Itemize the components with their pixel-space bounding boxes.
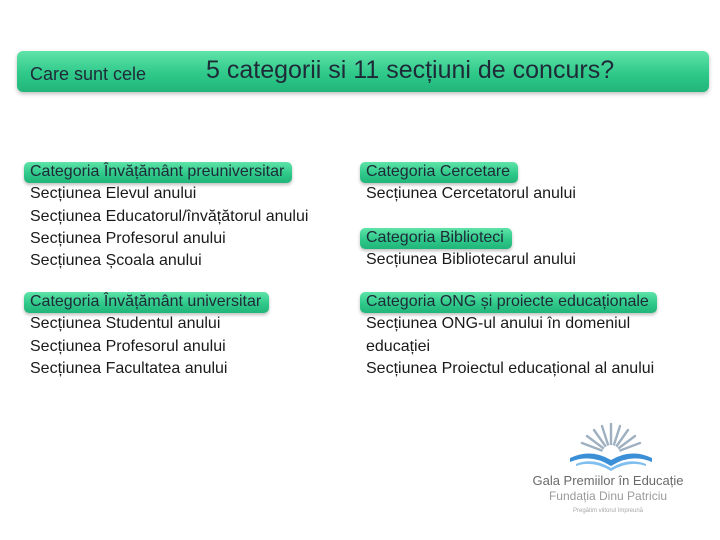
sunburst-book-icon	[566, 420, 656, 472]
gala-logo	[518, 420, 698, 520]
logo-subtitle: Fundația Dinu Patriciu	[548, 489, 668, 503]
section-item: Secțiunea Profesorul anului	[30, 337, 226, 355]
section-item: Secțiunea Profesorul anului	[30, 229, 226, 247]
section-item: Secțiunea Cercetatorul anului	[366, 185, 576, 203]
category-biblioteci	[366, 227, 576, 272]
section-item: Secțiunea Bibliotecarul anului	[366, 251, 576, 269]
section-item: Secțiunea Elevul anului	[30, 185, 197, 203]
section-item: Secțiunea Studentul anului	[30, 315, 221, 333]
section-item: Secțiunea Proiectul educațional al anului	[366, 359, 655, 377]
logo-tagline: Pregătim viitorul împreună	[572, 508, 644, 514]
logo-name: Gala Premiilor în Educație	[532, 473, 684, 488]
title-prefix: Care sunt cele	[30, 64, 147, 84]
page-title: 5 categorii si 11 secțiuni de concurs?	[206, 56, 615, 84]
section-item: Secțiunea ONG-ul anului în domeniul	[366, 315, 631, 333]
category-universitar	[30, 291, 261, 380]
category-heading-biblioteci: Categoria Biblioteci	[366, 227, 504, 249]
category-heading-ong: Categoria ONG și proiecte educaționale	[366, 291, 649, 313]
category-heading-universitar: Categoria Învățământ universitar	[30, 291, 261, 313]
category-ong	[366, 291, 654, 380]
category-preuniversitar	[30, 161, 308, 272]
category-heading-preuniversitar: Categoria Învățământ preuniversitar	[30, 161, 284, 183]
section-item: Secțiunea Facultatea anului	[30, 359, 228, 377]
section-item: educației	[366, 337, 431, 355]
category-heading-cercetare: Categoria Cercetare	[366, 161, 510, 183]
category-cercetare	[366, 161, 576, 206]
section-item: Secțiunea Școala anului	[30, 252, 202, 270]
section-item: Secțiunea Educatorul/învățătorul anului	[30, 207, 309, 225]
